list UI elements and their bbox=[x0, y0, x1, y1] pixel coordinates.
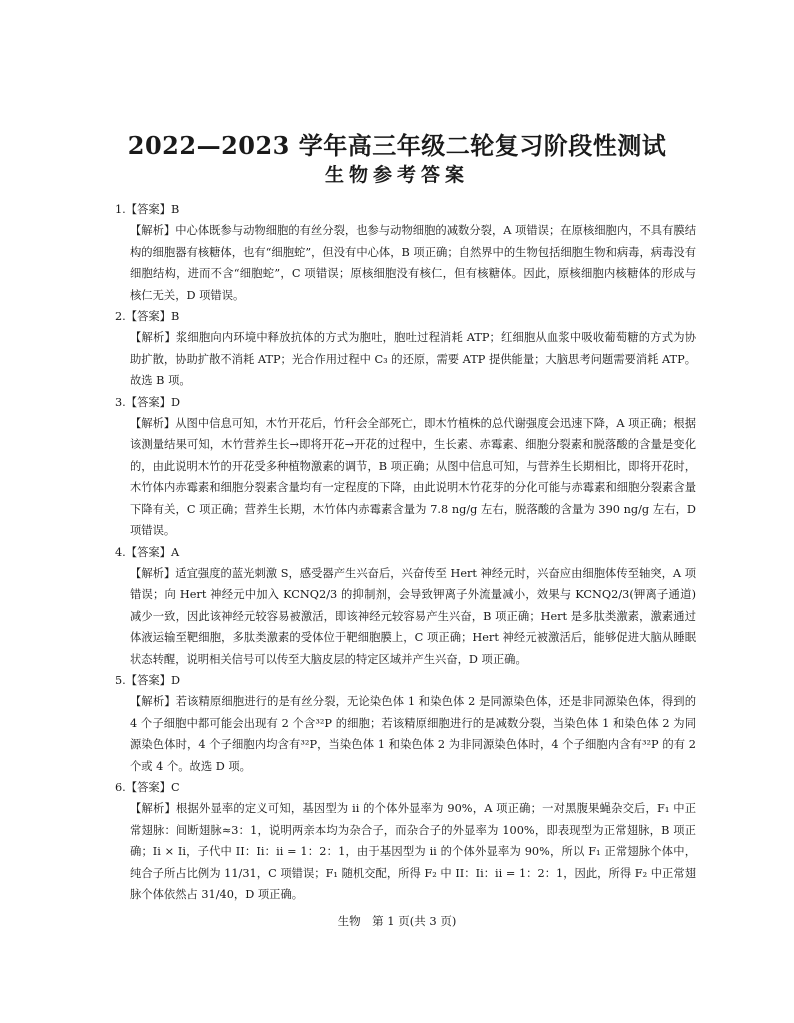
question-item bbox=[115, 542, 696, 670]
page-footer: 生物 第 1 页(共 3 页) bbox=[337, 914, 457, 928]
answer-line: 3.【答案】D bbox=[115, 395, 181, 409]
explanation-text: 【解析】中心体既参与动物细胞的有丝分裂，也参与动物细胞的减数分裂，A 项错误；在原核细胞内，不具有膜结构的细胞器有核糖体，也有“细胞蛇”，但没有中心体，B 项正确；自然界中的生物包括细胞生物和病毒，病毒没有细胞结构，进而不含“细胞蛇”，C 项错误；原核细胞没有核仁，但有核糖体。因此，原核细胞内核糖体的形成与核仁无关，D 项错误。 bbox=[130, 224, 696, 302]
explanation-text: 【解析】适宜强度的蓝光刺激 S，感受器产生兴奋后，兴奋传至 Hert 神经元时，兴奋应由细胞体传至轴突，A 项错误；向 Hert 神经元中加入 KCNQ2/3 的抑制剂，会导致钾离子外流量减小，效果与 KCNQ2/3(钾离子通道)减少一致，因此该神经元较容易被激活，即该神经元较容易产生兴奋，B 项正确；Hert 是多肽类激素，激素通过体液运输至靶细胞，多肽类激素的受体位于靶细胞膜上，C 项正确；Hert 神经元被激活后，能够促进大脑从睡眠状态转醒，说明相关信号可以传至大脑皮层的特定区域并产生兴奋，D 项正确。 bbox=[130, 566, 696, 666]
question-item bbox=[115, 777, 696, 905]
answer-line: 5.【答案】D bbox=[115, 673, 181, 687]
answer-line: 1.【答案】B bbox=[115, 203, 180, 216]
question-item bbox=[115, 392, 696, 542]
explanation-text: 【解析】根据外显率的定义可知，基因型为 ii 的个体外显率为 90%，A 项正确；一对黑腹果蝇杂交后，F₁ 中正常翅脉：间断翅脉≈3：1，说明两亲本均为杂合子，而杂合子的外显率为 100%，即表现型为正常翅脉，B 项正确；Ii × Ii，子代中 II：Ii：ii = 1：2：1，由于基因型为 ii 的个体外显率为 90%，所以 F₁ 正常翅脉个体中，纯合子所占比例为 11/31，C 项错误；F₁ 随机交配，所得 F₂ 中 II：Ii：ii = 1：2：1，因此，所得 F₂ 中正常翅脉个体依然占 31/40，D 项正确。 bbox=[130, 802, 696, 901]
answer-line: 4.【答案】A bbox=[115, 545, 180, 559]
question-item bbox=[115, 670, 696, 777]
explanation-text: 【解析】若该精原细胞进行的是有丝分裂，无论染色体 1 和染色体 2 是同源染色体，还是非同源染色体，得到的 4 个子细胞中都可能会出现有 2 个含³²P 的细胞；若该精原细胞进行的是减数分裂，当染色体 1 和染色体 2 为同源染色体时，4 个子细胞内均含有³²P，当染色体 1 和染色体 2 为非同源染色体时，4 个子细胞内含有³²P 的有 2 个或 4 个。故选 D 项。 bbox=[130, 695, 696, 773]
explanation-text: 【解析】浆细胞向内环境中释放抗体的方式为胞吐，胞吐过程消耗 ATP；红细胞从血浆中吸收葡萄糖的方式为协助扩散，协助扩散不消耗 ATP；光合作用过程中 C₃ 的还原，需要 ATP 提供能量；大脑思考问题需要消耗 ATP。故选 B 项。 bbox=[130, 331, 696, 388]
question-item bbox=[115, 306, 696, 392]
answer-list bbox=[115, 199, 696, 905]
question-item bbox=[115, 199, 696, 306]
page-subtitle: 生物参考答案 bbox=[324, 164, 469, 186]
answer-line: 6.【答案】C bbox=[115, 780, 180, 794]
answer-line: 2.【答案】B bbox=[115, 310, 180, 324]
page-title: 2022—2023 学年高三年级二轮复习阶段性测试 bbox=[127, 131, 667, 160]
explanation-text: 【解析】从图中信息可知，木竹开花后，竹秆会全部死亡，即木竹植株的总代谢强度会迅速下降，A 项正确；根据该测量结果可知，木竹营养生长→即将开花→开花的过程中，生长素、赤霉素、细胞分裂素和脱落酸的含量是变化的，由此说明木竹的开花受多种植物激素的调节，B 项正确；从图中信息可知，与营养生长期相比，即将开花时，木竹体内赤霉素和细胞分裂素含量均有一定程度的下降，由此说明木竹花芽的分化可能与赤霉素和细胞分裂素含量下降有关，C 项正确；营养生长期，木竹体内赤霉素含量为 7.8 ng/g 左右，脱落酸的含量为 390 ng/g 左右，D 项错误。 bbox=[130, 417, 696, 538]
